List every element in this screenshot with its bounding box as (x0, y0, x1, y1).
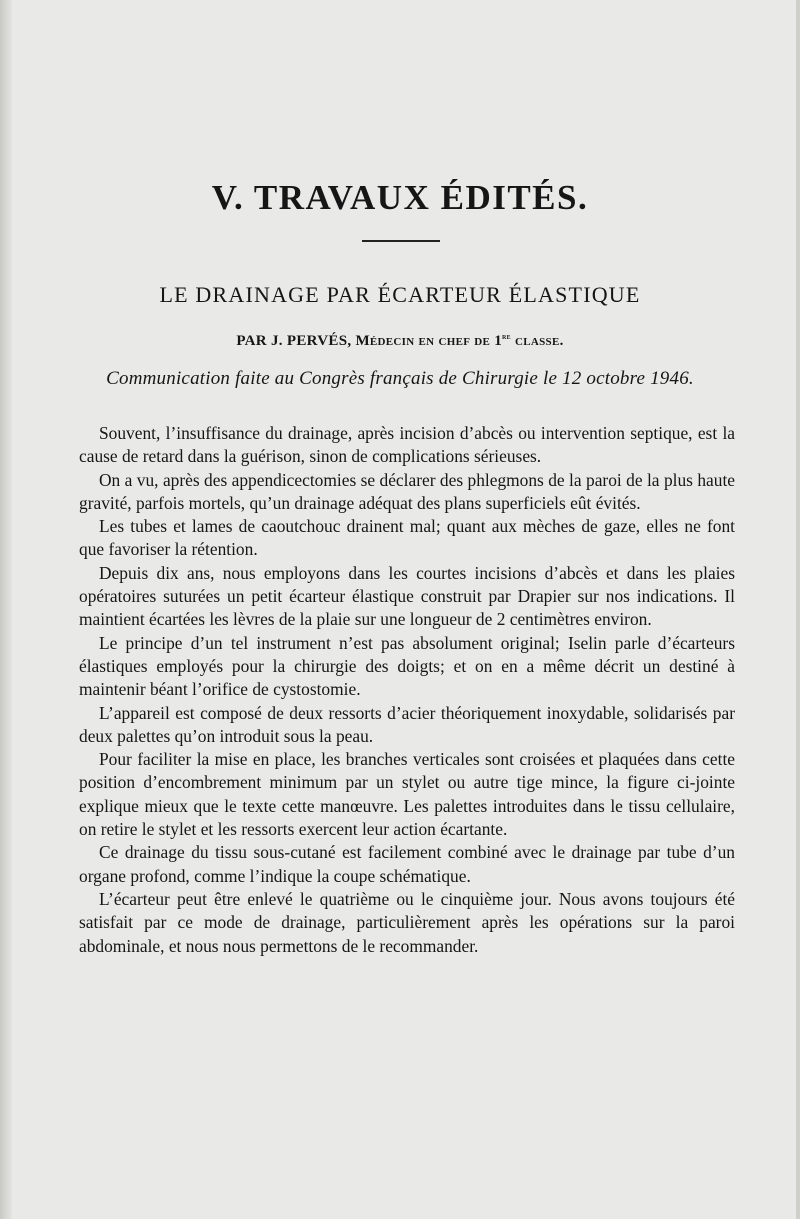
byline-superscript: re (502, 331, 511, 341)
paragraph: L’appareil est composé de deux ressorts d’acier théoriquement inoxydable, solidarisés par deux palettes qu’on introduit sous la peau. (79, 702, 735, 746)
paragraph: Souvent, l’insuffisance du drainage, après incision d’abcès ou intervention septique, est la cause de retard dans la guérison, sinon de complications sérieuses. (79, 423, 735, 467)
paragraph: On a vu, après des appendicectomies se déclarer des phlegmons de la paroi de la plus haute gravité, parfois mortels, qu’un drainage adéquat des plans superficiels eût évités. (79, 469, 735, 513)
paragraph: L’écarteur peut être enlevé le quatrième ou le cinquième jour. Nous avons toujours été satisfait par ce mode de drainage, particulièrement après les opérations sur la paroi abdominale, et nous nous permettons de le recommander. (79, 888, 735, 956)
paragraph: Le principe d’un tel instrument n’est pas absolument original; Iselin parle d’écarteurs élastiques employés pour la chirurgie des doigts; et on en a même décrit un destiné à maintenir béant l’orifice de cystostomie. (79, 632, 735, 700)
section-title: V. TRAVAUX ÉDITÉS. (211, 178, 589, 217)
paragraph: Les tubes et lames de caoutchouc drainent mal; quant aux mèches de gaze, elles ne font que favoriser la rétention. (79, 516, 735, 560)
paragraph: Ce drainage du tissu sous-cutané est facilement combiné avec le drainage par tube d’un organe profond, comme l’indique la coupe schématique. (79, 842, 735, 886)
article-byline (0, 331, 800, 350)
title-divider (362, 240, 440, 242)
byline-text: PAR J. PERVÉS, Médecin en chef de 1 (236, 333, 503, 349)
communication-note: Communication faite au Congrès français de Chirurgie le 12 octobre 1946. (106, 368, 694, 389)
paragraph: Depuis dix ans, nous employons dans les courtes incisions d’abcès et dans les plaies opératoires suturées un petit écarteur élastique construit par Drapier sur nos indications. Il maintient écartées les lèvres de la plaie sur une longueur de 2 centimètres environ. (79, 562, 735, 630)
byline-suffix: classe. (510, 333, 564, 349)
article-title: LE DRAINAGE PAR ÉCARTEUR ÉLASTIQUE (159, 282, 641, 307)
paragraph: Pour faciliter la mise en place, les branches verticales sont croisées et plaquées dans cette position d’encombrement minimum par un stylet ou autre tige mince, la figure ci-jointe explique mieux que le texte cette manœuvre. Les palettes introduites dans le tissu cellulaire, on retire le stylet et les ressorts exercent leur action écartante. (79, 749, 735, 840)
article-body (79, 422, 735, 958)
